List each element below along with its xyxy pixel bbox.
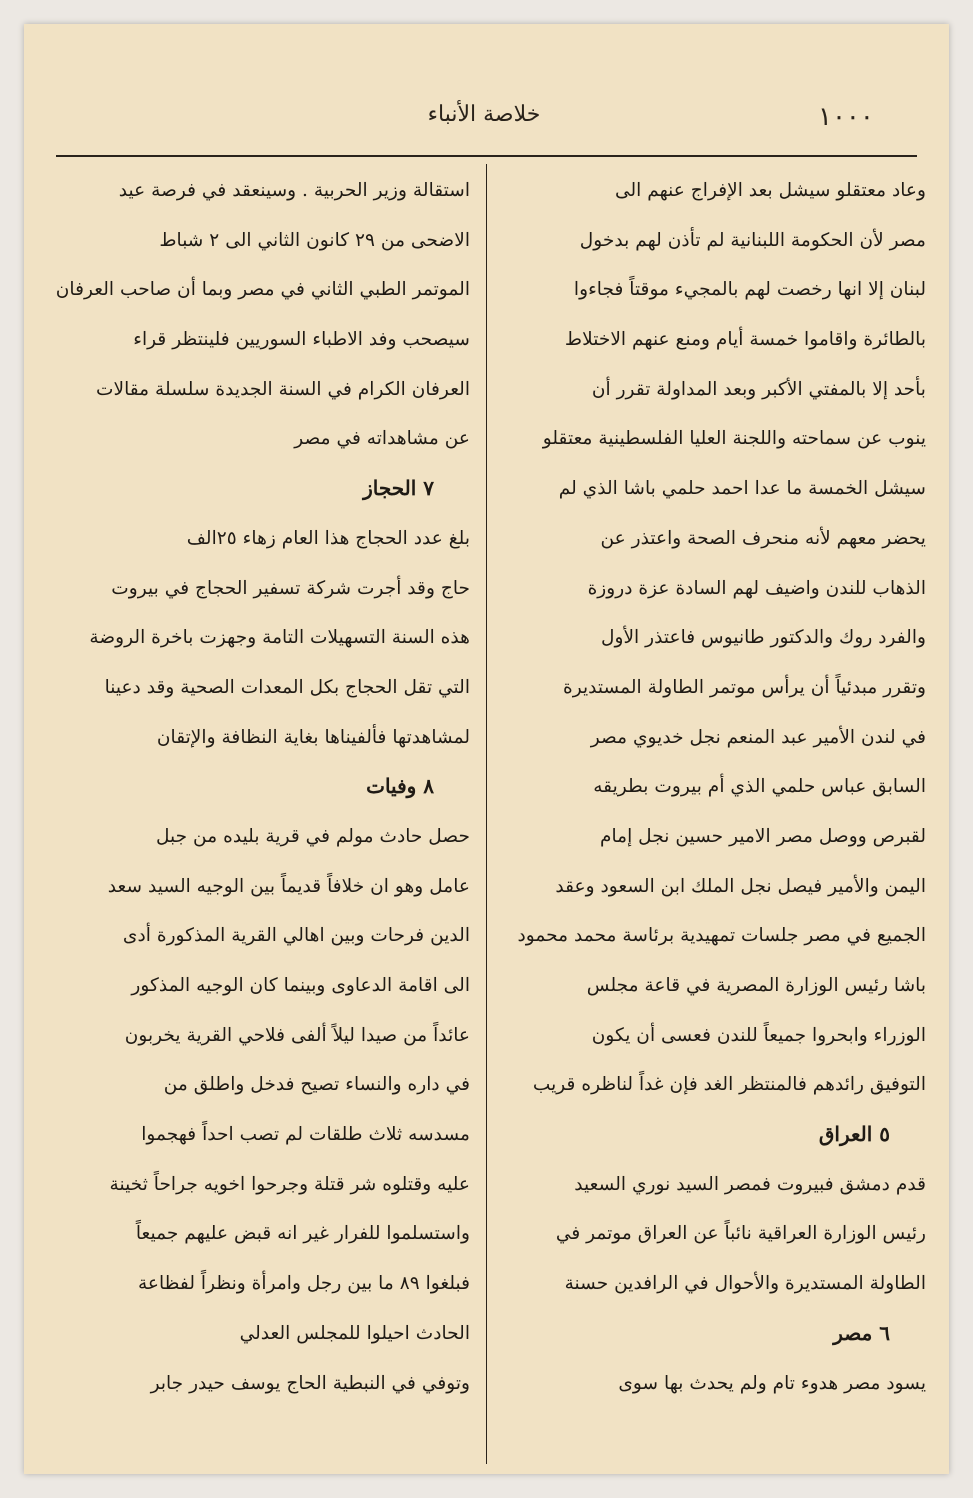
- text-line: رئيس الوزارة العراقية نائباً عن العراق موتمر في: [555, 1223, 926, 1245]
- text-line: مسدسه ثلاث طلقات لم تصب احداً فهجموا: [141, 1124, 470, 1146]
- text-line: هذه السنة التسهيلات التامة وجهزت باخرة الروضة: [89, 627, 470, 649]
- text-line: عامل وهو ان خلافاً قديماً بين الوجيه السيد سعد: [107, 875, 470, 897]
- text-line: الاضحى من ٢٩ كانون الثاني الى ٢ شباط: [159, 229, 470, 251]
- text-line: لبنان إلا انها رخصت لهم بالمجيء موقتاً فجاءوا: [573, 279, 926, 301]
- text-line: واستسلموا للفرار غير انه قبض عليهم جميعاً: [135, 1223, 470, 1245]
- text-line: الحادث احيلوا للمجلس العدلي: [239, 1322, 470, 1344]
- text-line: التوفيق رائدهم فالمنتظر الغد فإن غداً لناظره قريب: [532, 1074, 926, 1096]
- text-line: سيشل الخمسة ما عدا احمد حلمي باشا الذي لم: [558, 478, 926, 500]
- text-line: حاج وقد أجرت شركة تسفير الحجاج في بيروت: [111, 577, 470, 599]
- text-line: التي تقل الحجاج بكل المعدات الصحية وقد دعينا: [104, 676, 470, 698]
- text-line: عائداً من صيدا ليلاً ألفى فلاحي القرية يخربون: [124, 1024, 470, 1046]
- text-line: الجميع في مصر جلسات تمهيدية برئاسة محمد محمود: [517, 925, 926, 947]
- text-line: باشا رئيس الوزارة المصرية في قاعة مجلس: [586, 975, 926, 996]
- text-line: الدين فرحات وبين اهالي القرية المذكورة أدى: [122, 925, 470, 947]
- text-line: يسود مصر هدوء تام ولم يحدث بها سوى: [618, 1372, 926, 1394]
- newspaper-page: [24, 24, 949, 1474]
- text-line: وتوفي في النبطية الحاج يوسف حيدر جابر: [150, 1372, 470, 1394]
- text-line: قدم دمشق فبيروت فمصر السيد نوري السعيد: [574, 1173, 926, 1195]
- text-line: لقبرص ووصل مصر الامير حسين نجل إمام: [599, 825, 926, 847]
- text-line: الى اقامة الدعاوى وبينما كان الوجيه المذكور: [131, 975, 470, 996]
- column-divider: [486, 164, 487, 1464]
- page-number: ١٠٠٠: [818, 102, 874, 132]
- text-line: يحضر معهم لأنه منحرف الصحة واعتذر عن: [600, 527, 926, 549]
- text-line: السابق عباس حلمي الذي أم بيروت بطريقه: [593, 776, 926, 798]
- section-heading: ٨ وفيات: [366, 774, 434, 799]
- text-line: ينوب عن سماحته واللجنة العليا الفلسطينية معتقلو: [542, 428, 926, 450]
- section-heading: ٥ العراق: [818, 1122, 890, 1147]
- text-line: في لندن الأمير عبد المنعم نجل خديوي مصر: [590, 726, 926, 748]
- text-line: استقالة وزير الحربية . وسينعقد في فرصة عيد: [118, 180, 470, 201]
- right-column: [508, 166, 926, 1408]
- text-line: الوزراء وابحروا جميعاً للندن فعسى أن يكون: [591, 1024, 926, 1046]
- text-line: العرفان الكرام في السنة الجديدة سلسلة مقالات: [95, 378, 470, 400]
- text-line: سيصحب وفد الاطباء السوريين فلينتظر قراء: [133, 329, 470, 351]
- text-line: بأحد إلا بالمفتي الأكبر وبعد المداولة تقرر أن: [591, 378, 926, 400]
- text-line: عن مشاهداته في مصر: [294, 428, 470, 450]
- text-line: حصل حادث مولم في قرية بليده من جبل: [155, 825, 470, 847]
- text-line: اليمن والأمير فيصل نجل الملك ابن السعود وعقد: [555, 875, 926, 897]
- header-rule: [56, 155, 917, 157]
- text-line: في داره والنساء تصيح فدخل واطلق من: [163, 1074, 470, 1096]
- text-line: لمشاهدتها فألفيناها بغاية النظافة والإتقان: [156, 726, 470, 748]
- text-line: وتقرر مبدئياً أن يرأس موتمر الطاولة المستديرة: [563, 676, 926, 698]
- section-heading: ٧ الحجاز: [363, 476, 434, 501]
- text-line: فبلغوا ٨٩ ما بين رجل وامرأة ونظراً لفظاعة: [137, 1273, 470, 1295]
- text-line: الموتمر الطبي الثاني في مصر وبما أن صاحب العرفان: [55, 279, 470, 301]
- left-column: [52, 166, 470, 1408]
- section-heading: ٦ مصر: [833, 1320, 890, 1345]
- text-line: وعاد معتقلو سيشل بعد الإفراج عنهم الى: [614, 180, 926, 201]
- text-line: بالطائرة واقاموا خمسة أيام ومنع عنهم الاختلاط: [564, 329, 926, 351]
- text-line: بلغ عدد الحجاج هذا العام زهاء ٢٥الف: [186, 527, 470, 549]
- text-line: والفرد روك والدكتور طانيوس فاعتذر الأول: [600, 627, 926, 649]
- text-line: عليه وقتلوه شر قتلة وجرحوا اخويه جراحاً ثخينة: [109, 1173, 470, 1195]
- text-line: الطاولة المستديرة والأحوال في الرافدين حسنة: [564, 1273, 926, 1295]
- running-title: خلاصة الأنباء: [427, 102, 541, 127]
- text-line: مصر لأن الحكومة اللبنانية لم تأذن لهم بدخول: [579, 229, 926, 251]
- page-header: [24, 100, 949, 140]
- text-line: الذهاب للندن واضيف لهم السادة عزة دروزة: [587, 577, 926, 599]
